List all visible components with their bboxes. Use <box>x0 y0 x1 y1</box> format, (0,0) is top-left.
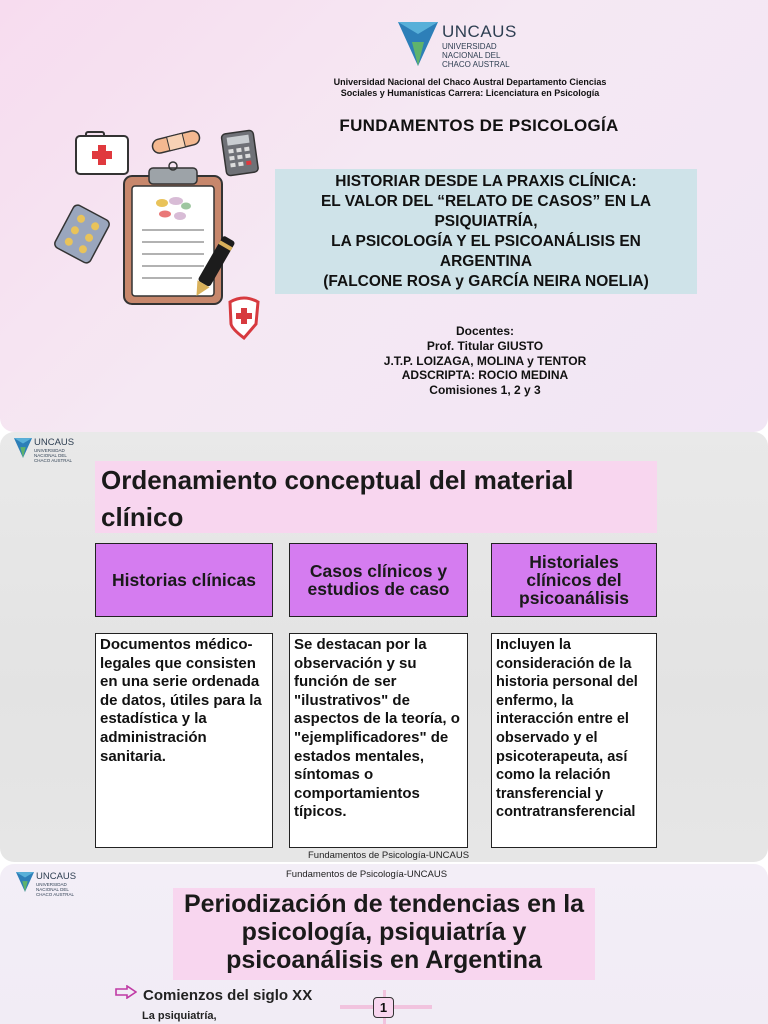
uncaus-logo <box>16 872 76 897</box>
uncaus-logo-icon <box>16 872 34 892</box>
timeline-item: Comienzos del siglo XX <box>143 987 313 1004</box>
course-title: FUNDAMENTOS DE PSICOLOGÍA <box>339 116 619 135</box>
calculator-icon <box>221 130 259 176</box>
slide-footer: Fundamentos de Psicología-UNCAUS <box>308 850 470 861</box>
uncaus-logo-icon <box>14 438 32 458</box>
title-line: HISTORIAR DESDE LA PRAXIS CLÍNICA: <box>335 173 637 190</box>
title-slide <box>0 0 768 432</box>
title-line: PSIQUIATRÍA, <box>434 213 538 230</box>
column-heading: Casos clínicos y estudios de caso <box>289 543 468 617</box>
pill-blister-icon <box>53 203 111 264</box>
medical-illustration <box>52 124 282 349</box>
logo-name: UNCAUS <box>442 22 517 41</box>
slide-header: Fundamentos de Psicología-UNCAUS <box>286 869 448 880</box>
institution-line: Universidad Nacional del Chaco Austral Departamento Ciencias <box>333 77 607 87</box>
logo-name: UNCAUS <box>34 437 75 448</box>
presentation-title <box>275 169 697 294</box>
teachers-line: Docentes: <box>455 324 514 338</box>
teachers-line: J.T.P. LOIZAGA, MOLINA y TENTOR <box>383 353 587 368</box>
logo-sub-line: NACIONAL DEL <box>34 453 67 458</box>
logo-sub-line: CHACO AUSTRAL <box>34 458 73 463</box>
logo-sub-line: CHACO AUSTRAL <box>36 892 75 897</box>
teachers-line: Comisiones 1, 2 y 3 <box>429 383 541 398</box>
column-heading: Historiales clínicos del psicoanálisis <box>491 543 657 617</box>
logo-sub-line: CHACO AUSTRAL <box>442 60 510 69</box>
logo-sub-line: UNIVERSIDAD <box>442 42 497 51</box>
logo-sub-line: UNIVERSIDAD <box>36 882 67 887</box>
column-body: Incluyen la consideración de la historia personal del enfermo, la interacción entre el observado y el psicoterapeuta, así como la relación transferencial y contratransferencial <box>491 633 657 848</box>
title-line: (FALCONE ROSA y GARCÍA NEIRA NOELIA) <box>323 273 649 290</box>
column-body: Documentos médico-legales que consisten en una serie ordenada de datos, útiles para la estadística y la administración sanitaria. <box>95 633 273 848</box>
periodization-slide <box>0 864 768 1024</box>
column-heading: Historias clínicas <box>95 543 273 617</box>
teachers-line: ADSCRIPTA: ROCIO MEDINA <box>401 368 569 383</box>
timeline-sub: La psiquiatría, <box>142 1010 217 1022</box>
column-body: Se destacan por la observación y su función de ser "ilustrativos" de aspectos de la teoría, o "ejemplificadores" de estados mentales, síntomas o comportamientos típicos. <box>289 633 468 848</box>
logo-name: UNCAUS <box>36 871 77 882</box>
uncaus-logo <box>398 22 517 69</box>
slide-title: Periodización de tendencias en la psicología, psiquiatría y psicoanálisis en Argentina <box>173 888 595 980</box>
arrow-right-icon <box>115 985 137 999</box>
institution-line: Sociales y Humanísticas Carrera: Licenciatura en Psicología <box>340 88 600 98</box>
title-line: LA PSICOLOGÍA Y EL PSICOANÁLISIS EN <box>331 233 641 250</box>
uncaus-logo <box>14 438 74 463</box>
logo-sub-line: NACIONAL DEL <box>442 51 501 60</box>
uncaus-logo-icon <box>398 22 438 66</box>
concept-slide <box>0 432 768 862</box>
bandage-icon <box>151 129 201 154</box>
medical-shield-icon <box>230 298 258 338</box>
teachers-line: Prof. Titular GIUSTO <box>426 338 544 353</box>
title-line: EL VALOR DEL “RELATO DE CASOS” EN LA <box>320 193 652 210</box>
logo-sub-line: UNIVERSIDAD <box>34 448 65 453</box>
step-number: 1 <box>373 997 394 1018</box>
first-aid-kit-icon <box>76 132 128 174</box>
teachers-block <box>330 324 640 398</box>
title-line: ARGENTINA <box>439 253 533 270</box>
institution-text <box>300 77 640 99</box>
logo-sub-line: NACIONAL DEL <box>36 887 69 892</box>
slide-title: Ordenamiento conceptual del material clínico <box>95 461 657 533</box>
